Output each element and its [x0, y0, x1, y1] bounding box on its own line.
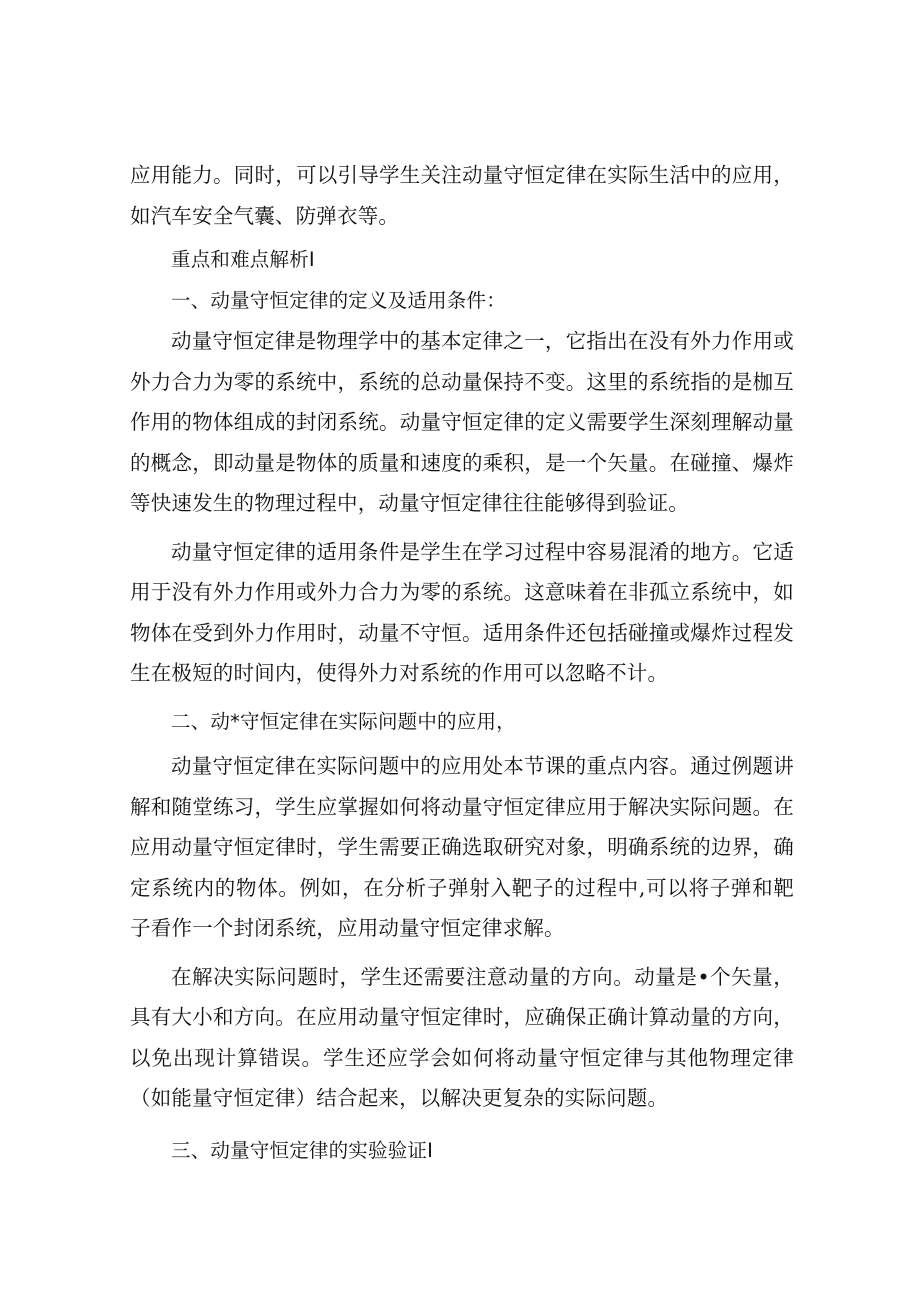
- document-body: [130, 155, 794, 1171]
- heading-application: 二、动*守恒定律在实际问题中的应用，: [171, 709, 516, 733]
- continuation-paragraph: 应用能力。同时，可以引导学生关注动量守恒定律在实际生活中的应用，如汽车安全气囊、防弹衣等。: [130, 163, 794, 228]
- paragraph-conditions: 动量守恒定律的适用条件是学生在学习过程中容易混淆的地方。它适用于没有外力作用或外力合力为零的系统。这意味着在非孤立系统中，如物体在受到外力作用时，动量不守恒。适用条件还包括碰撞或爆炸过程发生在极短的时间内，使得外力对系统的作用可以忽略不计。: [130, 539, 794, 685]
- paragraph-direction: 在解决实际问题时，学生还需要注意动量的方向。动量是•个矢量，具有大小和方向。在应用动量守恒定律时，应确保正确计算动量的方向，以免出现计算错误。学生还应学会如何将动量守恒定律与其他物理定律（如能量守恒定律）结合起来，以解决更复杂的实际问题。: [130, 964, 794, 1110]
- paragraph-application: 动量守恒定律在实际问题中的应用处本节课的重点内容。通过例题讲解和随堂练习，学生应掌握如何将动量守恒定律应用于解决实际问题。在应用动量守恒定律时，学生需要正确选取研究对象，明确系统的边界，确定系统内的物体。例如，在分析子弹射入靶子的过程中,可以将子弹和靶子看作一个封闭系统，应用动量守恒定律求解。: [130, 754, 794, 940]
- paragraph-definition: 动量守恒定律是物理学中的基本定律之一，它指出在没有外力作用或外力合力为零的系统中，系统的总动量保持不变。这里的系统指的是枷互作用的物体组成的封闭系统。动量守恒定律的定义需要学生深刻理解动量的概念，即动量是物体的质量和速度的乘积，是一个矢量。在碰撞、爆炸等快速发生的物理过程中，动量守恒定律往往能够得到验证。: [130, 329, 794, 515]
- heading-experiment: 三、动量守恒定律的实验验证I: [171, 1138, 434, 1162]
- heading-definition: 一、动量守恒定律的定义及适用条件：: [171, 288, 506, 312]
- section-title: 重点和难点解析I: [171, 248, 315, 271]
